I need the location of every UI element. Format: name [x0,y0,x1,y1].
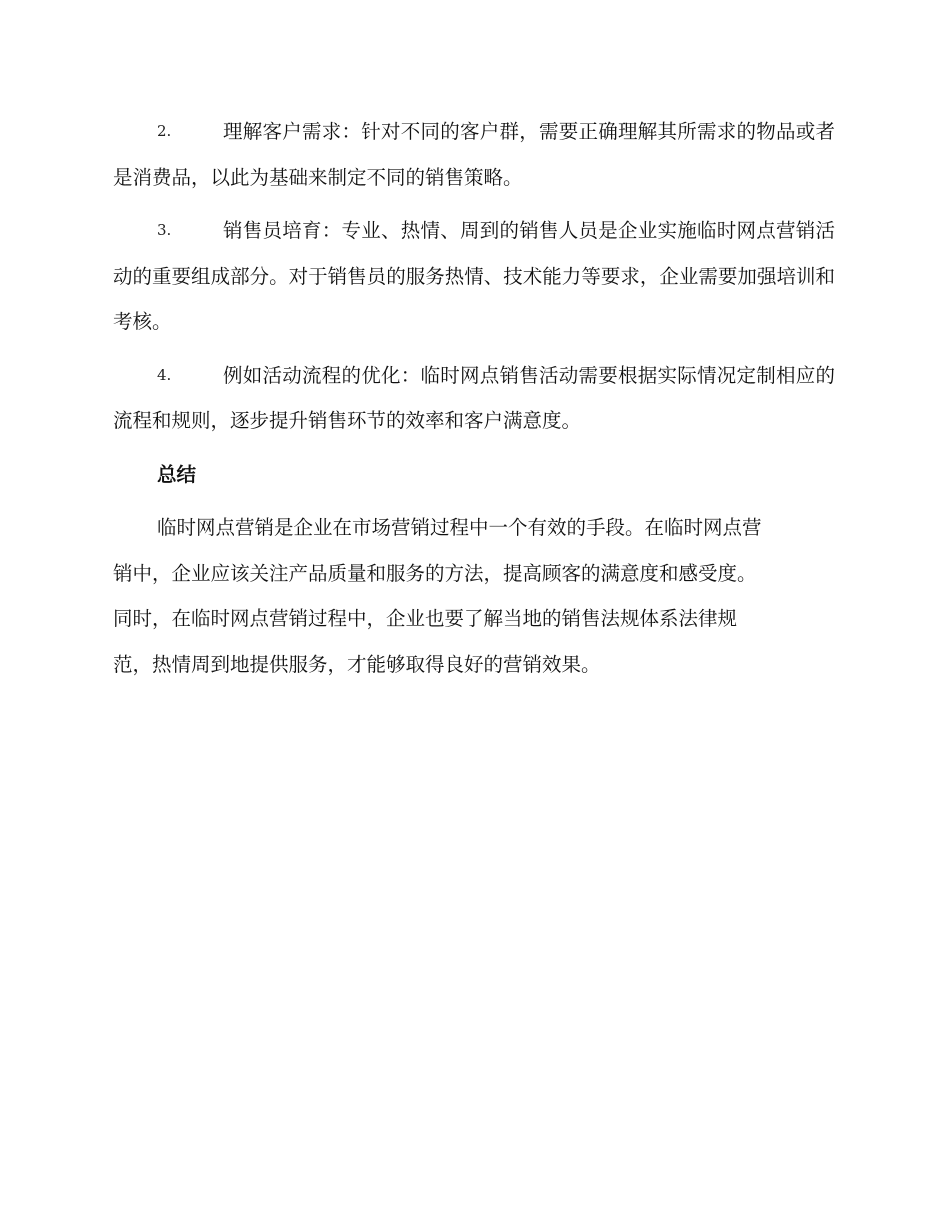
list-number: 4. [157,365,172,384]
list-item-text: 销售员培育：专业、热情、周到的销售人员是企业实施临时网点营销活动的重要组成部分。对于销售员的服务热情、技术能力等要求，企业需要加强培训和考核。 [113,219,835,333]
summary-line: 范，热情周到地提供服务，才能够取得良好的营销效果。 [113,652,601,676]
list-number: 3. [157,221,172,239]
summary-line: 销中，企业应该关注产品质量和服务的方法，提高顾客的满意度和感受度。 [113,561,757,585]
list-item-text: 例如活动流程的优化：临时网点销售活动需要根据实际情况定制相应的流程和规则，逐步提升销售环节的效率和客户满意度。 [113,363,835,432]
summary-paragraph [113,505,835,687]
list-item-text: 理解客户需求：针对不同的客户群，需要正确理解其所需求的物品或者是消费品，以此为基础来制定不同的销售策略。 [113,120,835,189]
list-number: 2. [157,122,172,140]
list-item-3 [113,208,835,345]
summary-line: 同时，在临时网点营销过程中，企业也要了解当地的销售法规体系法律规 [113,607,738,630]
list-item-4 [113,353,835,444]
section-heading-summary: 总结 [157,462,197,486]
list-item-2 [113,109,835,200]
summary-line: 临时网点营销是企业在市场营销过程中一个有效的手段。在临时网点营 [157,516,762,539]
document-body [113,109,835,687]
